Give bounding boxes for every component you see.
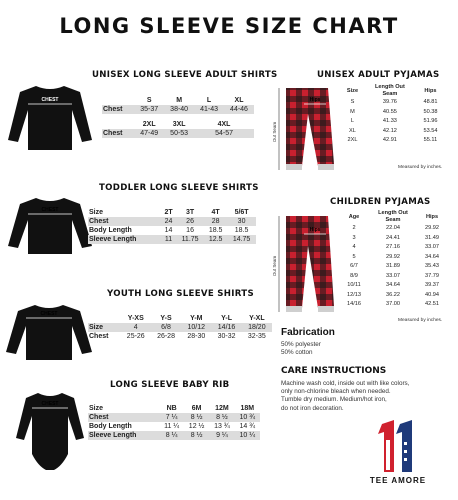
size-header: XL [234, 97, 244, 104]
size-header: 3XL [172, 121, 186, 128]
baby-heading: LONG SLEEVE BABY RIB [110, 380, 230, 390]
row-label: Chest [103, 106, 123, 113]
toddler-table: Size 2T 3T 4T 5/6T Chest 24 26 28 30 Body Length 14 16 18.5 18.5 Sleeve Length 11 11.75 12.5 14.75 [88, 208, 256, 244]
chest-label: CHEST [41, 207, 59, 213]
chest-label: CHEST [41, 97, 59, 103]
toddler-shirt-image [6, 194, 94, 256]
toddler-heading: TODDLER LONG SLEEVE SHIRTS [99, 183, 259, 193]
youth-shirt-image [4, 302, 94, 362]
children-pj-heading: CHILDREN PYJAMAS [330, 197, 431, 207]
baby-onesie-image [14, 390, 86, 474]
adult-pj-image [272, 84, 338, 176]
adult-pj-heading: UNISEX ADULT PYJAMAS [317, 70, 440, 80]
fabrication-heading: Fabrication [281, 327, 335, 338]
size-header: 4XL [217, 121, 231, 128]
chest-label: CHEST [41, 401, 59, 407]
children-pj-note: Measured by inches. [398, 318, 443, 323]
brand-name: TEE AMORE [369, 476, 427, 485]
children-pj-table: Age Length Out Seam Hips 2 22.04 29.92 3 24.41 31.49 4 27.16 33.07 5 29.92 34.64 6/7 31.89 35.43 8/9 33.07 37.79 10/11 34.64 39.37 12/13 36.22 40.94 14/16 37.00 42.51 [347, 210, 439, 307]
youth-table: Y-XS Y-S Y-M Y-L Y-XL Size 4 6/8 10/12 14/16 18/20 Chest 25-26 26-28 28-30 30-32 32-35 [88, 314, 272, 341]
fabrication-text: 50% polyester 50% cotton [281, 341, 321, 357]
page-title: LONG SLEEVE SIZE CHART [59, 14, 399, 38]
care-text: Machine wash cold, inside out with like colors, only non-chlorine bleach when needed. Tumble dry medium. Medium/hot iron, do not iron decoration. [281, 380, 410, 412]
adult-shirts-heading: UNISEX LONG SLEEVE ADULT SHIRTS [92, 70, 278, 80]
row-label: Chest [103, 130, 123, 137]
size-header: L [206, 97, 212, 104]
hips-label: Hips [309, 227, 321, 233]
size-header: M [176, 97, 183, 104]
size-header: 2XL [142, 121, 156, 128]
size-header: S [146, 97, 152, 104]
hips-label: Hips [309, 97, 321, 103]
baby-table: Size NB 6M 12M 18M Chest 7 ¼ 8 ½ 8 ½ 10 ¾ Body Length 11 ¼ 12 ½ 13 ¾ 14 ¾ Sleeve Length 8 ¼ 8 ½ 9 ¼ 10 ¼ [88, 404, 260, 440]
chest-label: CHEST [40, 311, 58, 317]
adult-pj-table: Size Length Out Seam Hips S 39.76 48.81 M 40.55 50.38 L 41.33 51.96 XL 42.12 53.54 2XL 42.91 55.11 [346, 84, 438, 143]
children-pj-image [272, 210, 338, 320]
outseam-label: Out Seam [272, 121, 277, 143]
care-heading: CARE INSTRUCTIONS [281, 366, 387, 376]
adult-shirt-image [6, 82, 94, 152]
adult-shirts-table: S M L XL Chest 35-37 38-40 41-43 44-46 2XL 3XL 4XL Chest 47-49 50-53 54-57 [102, 96, 254, 138]
tee-amore-logo [368, 418, 426, 474]
adult-pj-note: Measured by inches. [398, 165, 443, 170]
outseam-label: Out Seam [272, 255, 277, 277]
youth-heading: YOUTH LONG SLEEVE SHIRTS [107, 289, 254, 299]
